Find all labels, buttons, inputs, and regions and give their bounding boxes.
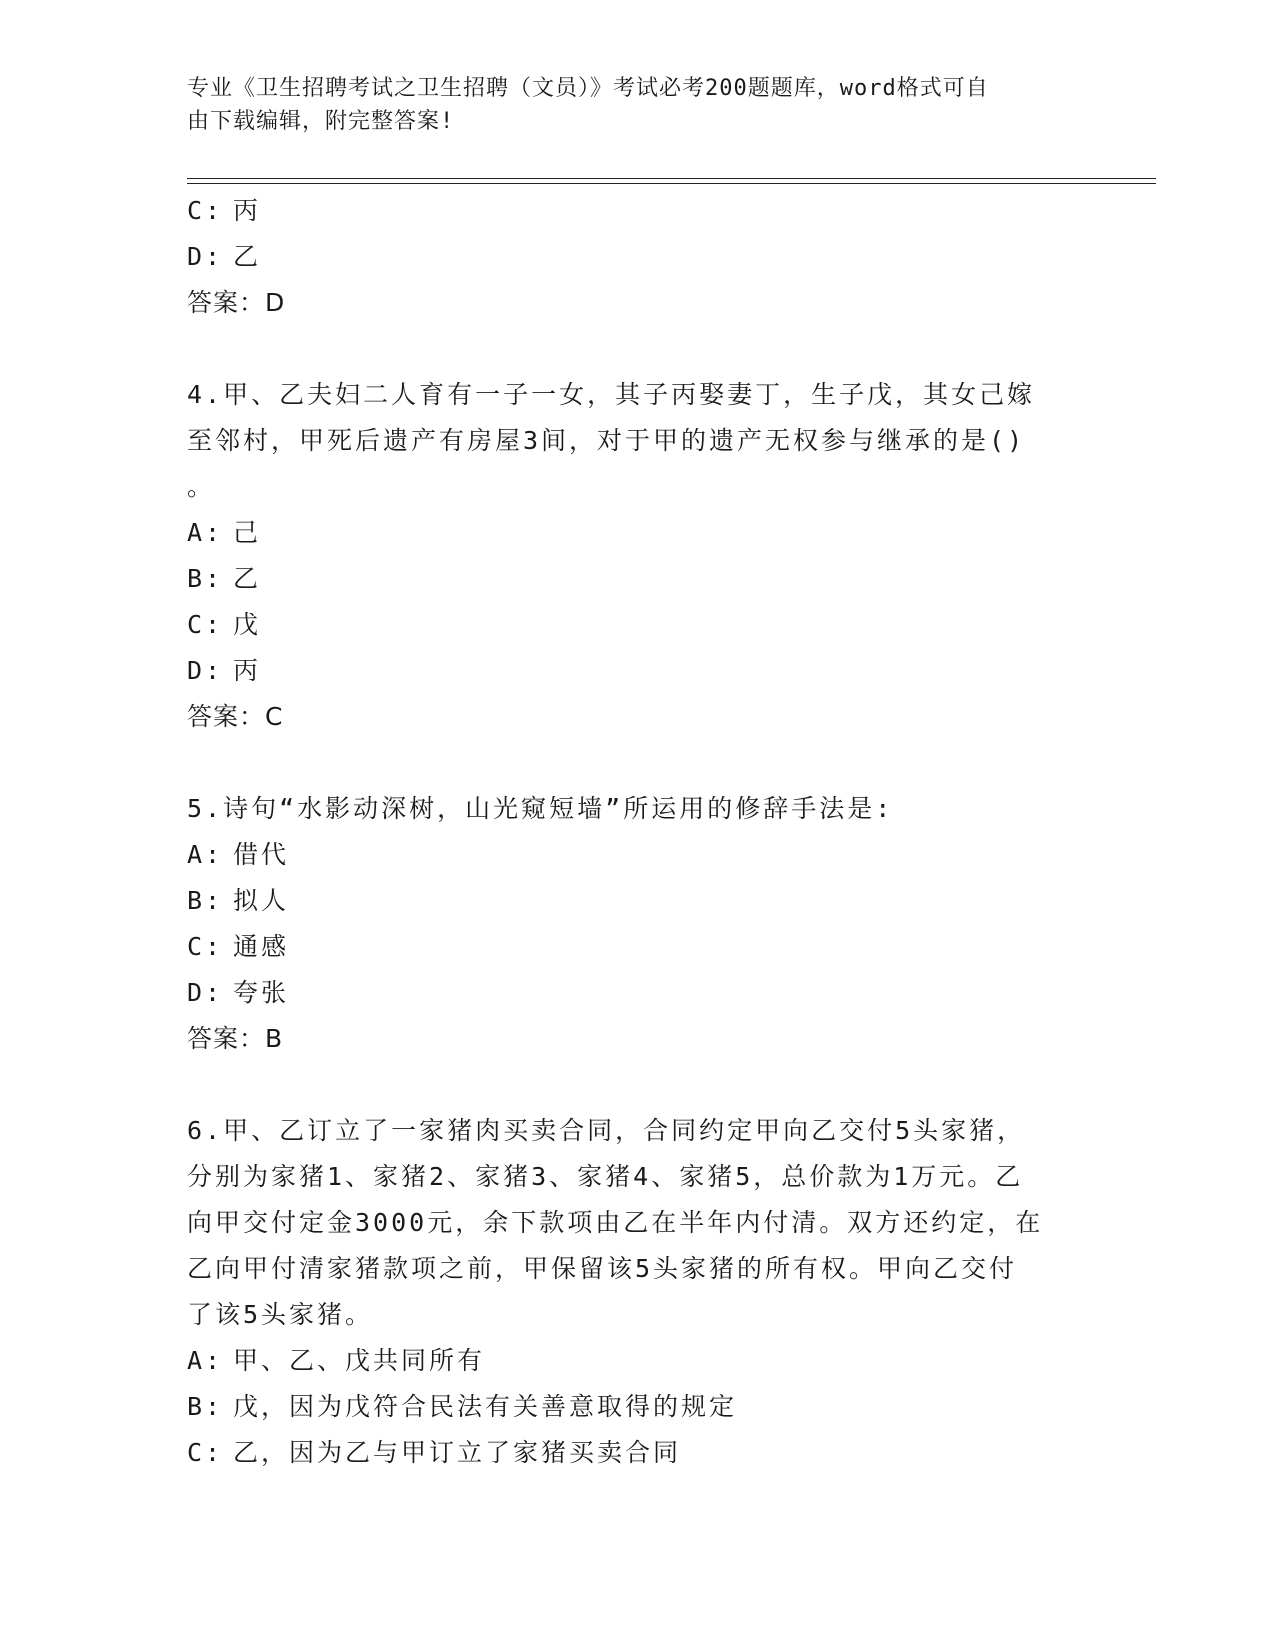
question-3-continued: [187, 188, 1087, 326]
option-d: D: 乙: [187, 242, 262, 271]
question-text-line: 乙向甲付清家猪款项之前，甲保留该5头家猪的所有权。甲向乙交付: [187, 1254, 1018, 1283]
option-c: C: 通感: [187, 932, 290, 961]
question-text-line: 4.甲、乙夫妇二人育有一子一女，其子丙娶妻丁，生子戊，其女己嫁: [187, 380, 1036, 409]
option-a: A: 己: [187, 518, 262, 547]
header-line-1: 专业《卫生招聘考试之卫生招聘（文员）》考试必考200题题库，word格式可自: [187, 76, 989, 101]
option-b: B: 戊，因为戊符合民法有关善意取得的规定: [187, 1392, 738, 1421]
header-line-2: 由下载编辑，附完整答案!: [187, 109, 455, 134]
option-b: B: 乙: [187, 564, 262, 593]
question-text-line: 5.诗句“水影动深树，山光窥短墙”所运用的修辞手法是:: [187, 794, 894, 823]
question-spacer: [187, 326, 1087, 372]
header-divider-top: [187, 178, 1156, 179]
option-d: D: 丙: [187, 656, 262, 685]
question-spacer: [187, 740, 1087, 786]
option-b: B: 拟人: [187, 886, 290, 915]
option-c: C: 戊: [187, 610, 262, 639]
option-a: A: 甲、乙、戊共同所有: [187, 1346, 486, 1375]
question-5: [187, 786, 1087, 1062]
option-d: D: 夸张: [187, 978, 290, 1007]
question-text-line: 。: [187, 472, 216, 501]
option-c: C: 乙，因为乙与甲订立了家猪买卖合同: [187, 1438, 682, 1467]
question-4: [187, 372, 1087, 740]
answer-line: 答案：C: [187, 702, 284, 731]
question-text-line: 至邻村，甲死后遗产有房屋3间，对于甲的遗产无权参与继承的是(): [187, 426, 1026, 455]
header-divider-bottom: [187, 183, 1156, 184]
question-spacer: [187, 1062, 1087, 1108]
question-text-line: 分别为家猪1、家猪2、家猪3、家猪4、家猪5，总价款为1万元。乙: [187, 1162, 1024, 1191]
question-list: [187, 188, 1087, 1476]
option-a: A: 借代: [187, 840, 290, 869]
answer-line: 答案：D: [187, 288, 286, 317]
option-c: C: 丙: [187, 196, 262, 225]
question-text-line: 6.甲、乙订立了一家猪肉买卖合同，合同约定甲向乙交付5头家猪，: [187, 1116, 1026, 1145]
document-header: [187, 72, 1087, 138]
answer-line: 答案：B: [187, 1024, 284, 1053]
question-6: [187, 1108, 1087, 1476]
question-text-line: 了该5头家猪。: [187, 1300, 374, 1329]
question-text-line: 向甲交付定金3000元，余下款项由乙在半年内付清。双方还约定，在: [187, 1208, 1044, 1237]
